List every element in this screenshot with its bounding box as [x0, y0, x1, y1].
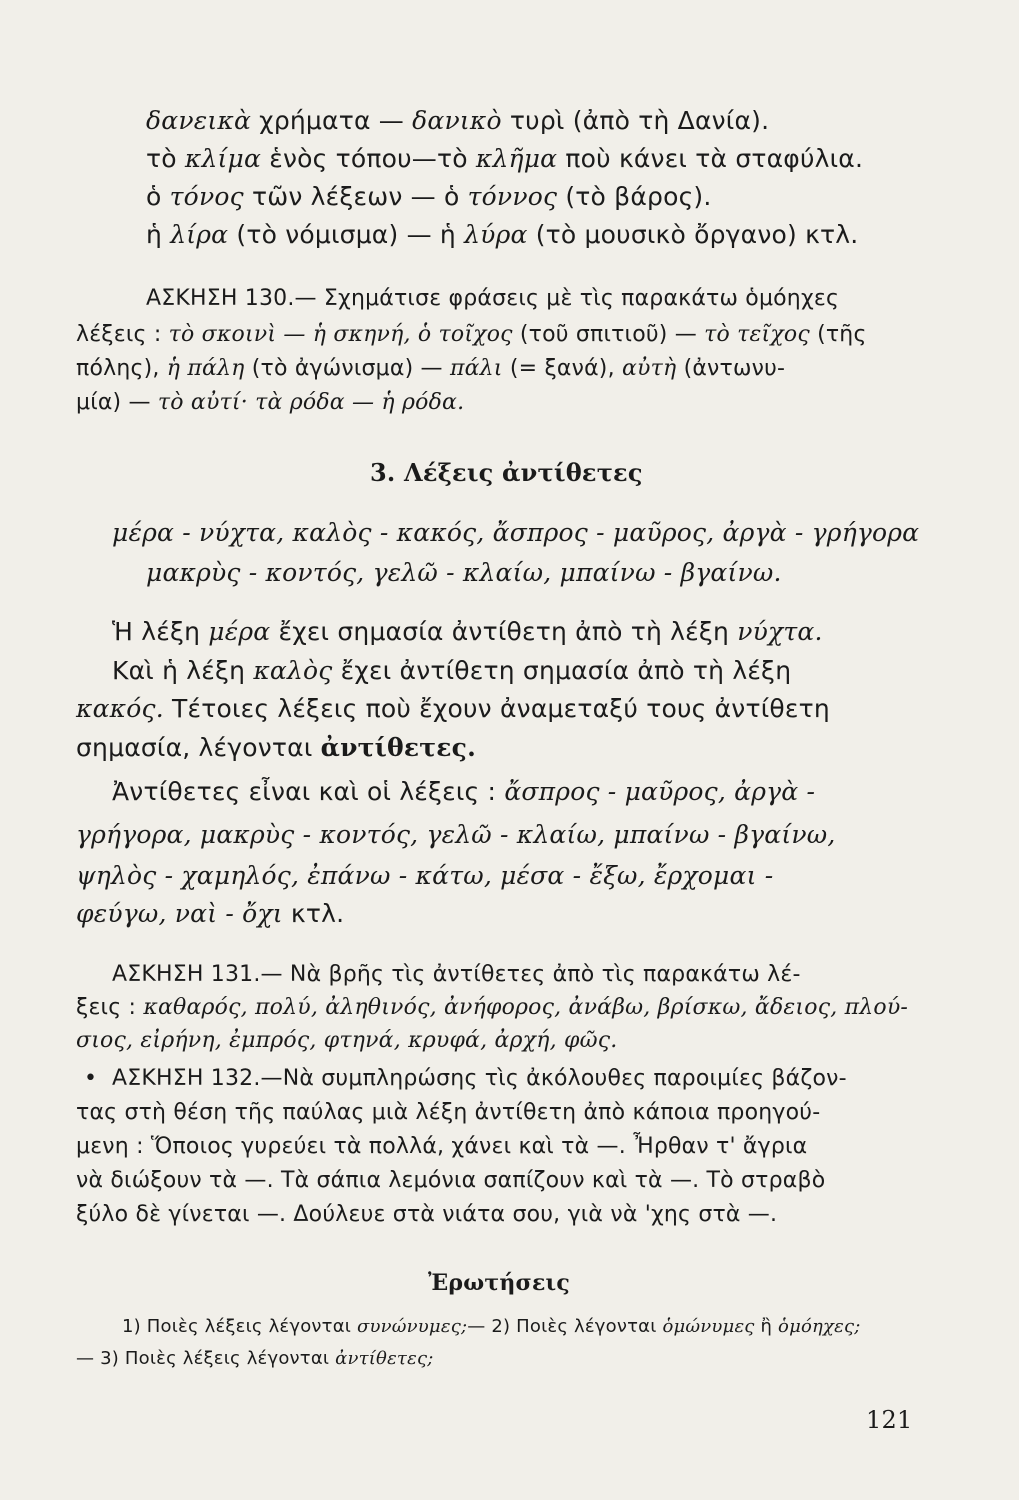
exercise-132-line-4: νὰ διώξουν τὰ —. Τὰ σάπια λεμόνια σαπίζουν καὶ τὰ —. Τὸ στραβὸ	[76, 1168, 826, 1193]
homonym-line-2: τὸ κλίμα ἑνὸς τόπου—τὸ κλῆμα ποὺ κάνει τὰ σταφύλια.	[146, 144, 864, 173]
exercise-130-line-4: μία) — τὸ αὐτί· τὰ ρόδα — ἡ ρόδα.	[76, 390, 465, 415]
definition-line-1: Ἡ λέξη μέρα ἔχει σημασία ἀντίθετη ἀπὸ τὴ λέξη νύχτα.	[112, 617, 823, 646]
more-antonyms-line-3: ψηλὸς - χαμηλός, ἐπάνω - κάτω, μέσα - ἔξω, ἔρχομαι -	[76, 861, 774, 890]
more-antonyms-line-2: γρήγορα, μακρὺς - κοντός, γελῶ - κλαίω, μπαίνω - βγαίνω,	[76, 820, 836, 849]
definition-line-4: σημασία, λέγονται ἀντίθετες.	[76, 733, 476, 762]
exercise-131-line-3: σιος, εἰρήνη, ἐμπρός, φτηνά, κρυφά, ἀρχή, φῶς.	[76, 1028, 618, 1053]
definition-line-2: Καὶ ἡ λέξη καλὸς ἔχει ἀντίθετη σημασία ἀπὸ τὴ λέξη	[112, 656, 792, 685]
questions-line-2: — 3) Ποιὲς λέξεις λέγονται ἀντίθετες;	[76, 1348, 434, 1369]
antonym-examples-line-1: μέρα - νύχτα, καλὸς - κακός, ἄσπρος - μαῦρος, ἀργὰ - γρήγορα	[112, 518, 920, 547]
exercise-130-line-3: πόλης), ἡ πάλη (τὸ ἀγώνισμα) — πάλι (= ξανά), αὐτὴ (ἀντωνυ-	[76, 356, 786, 381]
homonym-line-1: δανεικὰ χρήματα — δανικὸ τυρὶ (ἀπὸ τὴ Δανία).	[146, 106, 770, 135]
exercise-131-line-1: ΑΣΚΗΣΗ 131.— Νὰ βρῆς τὶς ἀντίθετες ἀπὸ τὶς παρακάτω λέ-	[112, 962, 801, 987]
questions-heading: Ἐρωτήσεις	[428, 1270, 570, 1296]
exercise-132-line-5: ξύλο δὲ γίνεται —. Δούλευε στὰ νιάτα σου, γιὰ νὰ 'χης στὰ —.	[76, 1202, 778, 1227]
exercise-130-line-1: ΑΣΚΗΣΗ 130.— Σχημάτισε φράσεις μὲ τὶς παρακάτω ὁμόηχες	[146, 286, 840, 311]
exercise-130-line-2: λέξεις : τὸ σκοινὶ — ἡ σκηνή, ὁ τοῖχος (τοῦ σπιτιοῦ) — τὸ τεῖχος (τῆς	[76, 322, 867, 347]
page-number: 121	[866, 1406, 913, 1434]
homonym-line-3: ὁ τόνος τῶν λέξεων — ὁ τόννος (τὸ βάρος).	[146, 182, 712, 211]
more-antonyms-line-1: Ἀντίθετες εἶναι καὶ οἱ λέξεις : ἄσπρος - μαῦρος, ἀργὰ -	[112, 777, 816, 806]
exercise-132-line-3: μενη : Ὅποιος γυρεύει τὰ πολλά, χάνει καὶ τὰ —. Ἦρθαν τ' ἄγρια	[76, 1134, 808, 1159]
more-antonyms-line-4: φεύγω, ναὶ - ὄχι κτλ.	[76, 899, 345, 928]
section-heading: 3. Λέξεις ἀντίθετες	[370, 458, 643, 487]
homonym-line-4: ἡ λίρα (τὸ νόμισμα) — ἡ λύρα (τὸ μουσικὸ ὄργανο) κτλ.	[146, 220, 859, 249]
questions-line-1: 1) Ποιὲς λέξεις λέγονται συνώνυμες;— 2) Ποιὲς λέγονται ὁμώνυμες ἢ ὁμόηχες;	[122, 1316, 861, 1337]
exercise-132-bullet: •	[84, 1066, 98, 1091]
exercise-132-line-2: τας στὴ θέση τῆς παύλας μιὰ λέξη ἀντίθετη ἀπὸ κάποια προηγού-	[76, 1100, 821, 1125]
definition-line-3: κακός. Τέτοιες λέξεις ποὺ ἔχουν ἀναμεταξύ τους ἀντίθετη	[76, 694, 830, 723]
exercise-131-line-2: ξεις : καθαρός, πολύ, ἀληθινός, ἀνήφορος, ἀνάβω, βρίσκω, ἄδειος, πλού-	[76, 995, 909, 1020]
antonym-examples-line-2: μακρὺς - κοντός, γελῶ - κλαίω, μπαίνω - βγαίνω.	[146, 558, 782, 587]
exercise-132-line-1: ΑΣΚΗΣΗ 132.—Νὰ συμπληρώσης τὶς ἀκόλουθες παροιμίες βάζον-	[112, 1066, 847, 1091]
